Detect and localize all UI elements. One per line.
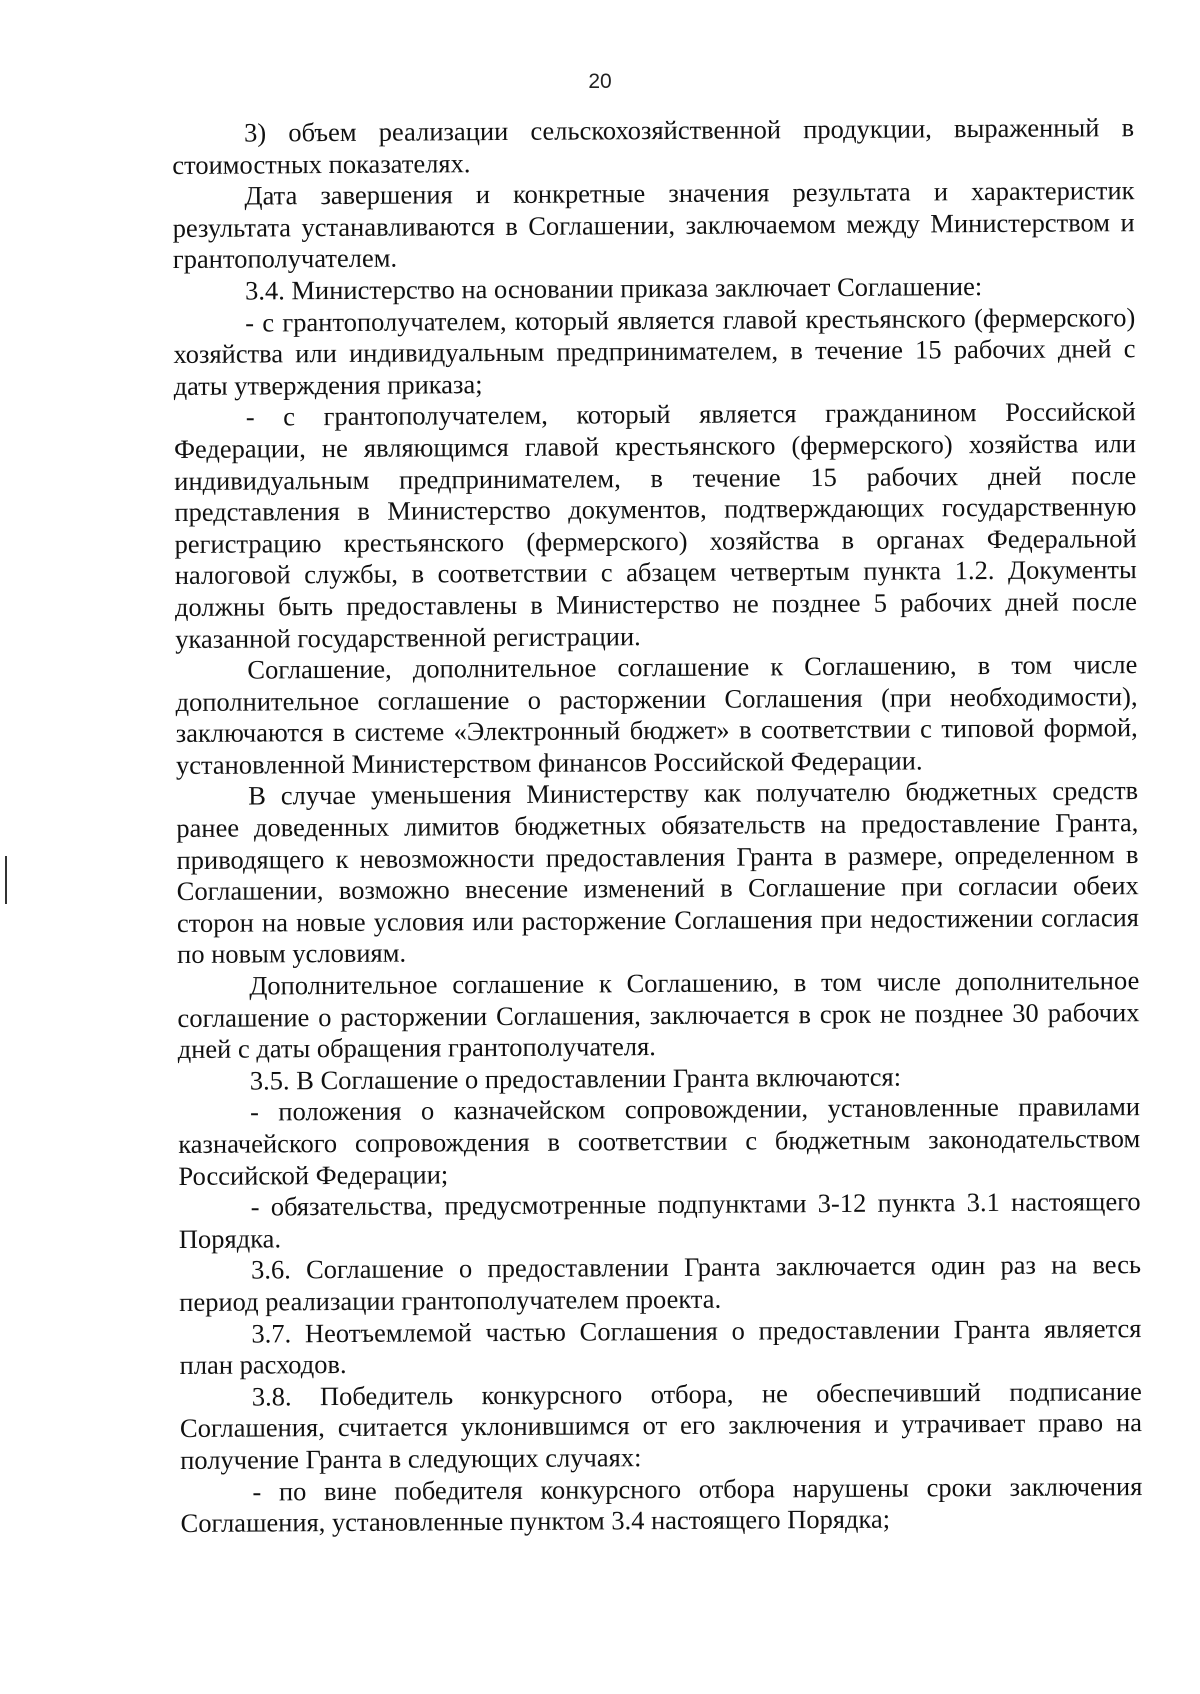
paragraph: - положения о казначейском сопровождении, установленные правилами казначейского сопровождения в соответствии с бюджетным законодательством Российской Федерации; xyxy=(178,1091,1141,1191)
paragraph: В случае уменьшения Министерству как получателю бюджетных средств ранее доведенных лимитов бюджетных обязательств на предоставление Гранта, приводящего к невозможности предоставления Гранта в размере, определенном в Соглашении, возможно внесение изменений в Соглашение при согласии обеих сторон на новые условия или расторжение Соглашения при недостижении согласия по новым условиям. xyxy=(176,775,1139,970)
document-body xyxy=(172,112,1143,1540)
paragraph: Дата завершения и конкретные значения результата и характеристик результата устанавливаются в Соглашении, заключаемом между Министерством и грантополучателем. xyxy=(172,175,1135,275)
page-number: 20 xyxy=(588,70,612,93)
paragraph: 3) объем реализации сельскохозяйственной продукции, выраженный в стоимостных показателях. xyxy=(172,112,1135,180)
paragraph: 3.8. Победитель конкурсного отбора, не обеспечивший подписание Соглашения, считается уклонившимся от его заключения и утрачивает право на получение Гранта в следующих случаях: xyxy=(179,1375,1143,1475)
paragraph: Дополнительное соглашение к Соглашению, в том числе дополнительное соглашение о расторжении Соглашения, заключается в срок не позднее 30 рабочих дней с даты обращения грантополучателя. xyxy=(177,965,1140,1065)
scan-margin-mark xyxy=(5,856,7,904)
paragraph: 3.5. В Соглашение о предоставлении Гранта включаются: xyxy=(249,1061,902,1096)
paragraph: - с грантополучателем, который является главой крестьянского (фермерского) хозяйства или индивидуальным предпринимателем, в течение 15 рабочих дней с даты утверждения приказа; xyxy=(173,301,1136,401)
paragraph: Соглашение, дополнительное соглашение к Соглашению, в том числе дополнительное соглашение о расторжении Соглашения (при необходимости), заключаются в системе «Электронный бюджет» в соответствии с типовой формой, установленной Министерством финансов Российской Федерации. xyxy=(175,649,1138,780)
paragraph: 3.6. Соглашение о предоставлении Гранта заключается один раз на весь период реализации грантополучателем проекта. xyxy=(179,1249,1142,1317)
paragraph: - по вине победителя конкурсного отбора нарушены сроки заключения Соглашения, установленные пунктом 3.4 настоящего Порядка; xyxy=(180,1470,1143,1539)
paragraph: - обязательства, предусмотренные подпунктами 3-12 пункта 3.1 настоящего Порядка. xyxy=(178,1186,1141,1254)
paragraph: - с грантополучателем, который является гражданином Российской Федерации, не являющимся главой крестьянского (фермерского) хозяйства или индивидуальным предпринимателем, в течение 15 рабочих дней после представления в Министерство документов, подтверждающих государственную регистрацию крестьянского (фермерского) хозяйства в органах Федеральной налоговой службы, в соответствии с абзацем четвертым пункта 1.2. Документы должны быть предоставлены в Министерство не позднее 5 рабочих дней после указанной государственной регистрации. xyxy=(173,396,1138,654)
paragraph: 3.7. Неотъемлемой частью Соглашения о предоставлении Гранта является план расходов. xyxy=(179,1312,1142,1381)
paragraph: 3.4. Министерство на основании приказа заключает Соглашение: xyxy=(244,271,983,306)
